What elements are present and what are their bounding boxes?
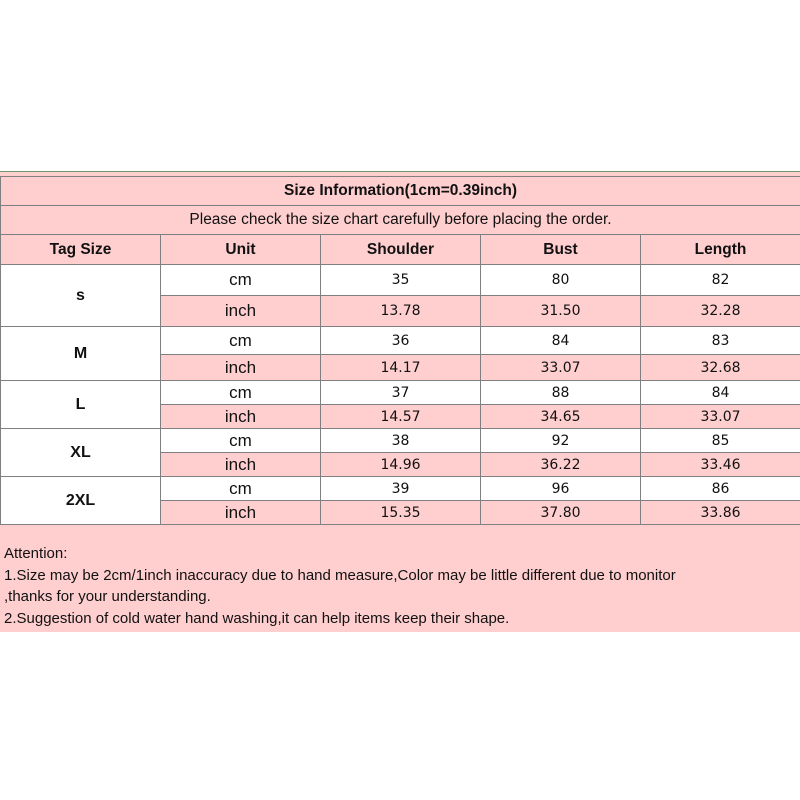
subtitle-row (1, 206, 800, 235)
length-value: 33.07 (641, 405, 800, 429)
bust-value: 80 (481, 265, 641, 296)
header-shoulder: Shoulder (321, 235, 481, 265)
size-label: M (1, 327, 161, 381)
bust-value: 31.50 (481, 296, 641, 327)
bust-value: 34.65 (481, 405, 641, 429)
table-subtitle: Please check the size chart carefully before placing the order. (1, 206, 800, 235)
notes-heading: Attention: (4, 545, 68, 562)
header-bust: Bust (481, 235, 641, 265)
unit-cell: inch (161, 296, 321, 327)
bust-value: 84 (481, 327, 641, 355)
length-value: 85 (641, 429, 800, 453)
length-value: 32.28 (641, 296, 800, 327)
table-row (1, 265, 800, 296)
shoulder-value: 14.96 (321, 453, 481, 477)
header-length: Length (641, 235, 800, 265)
size-label: s (1, 265, 161, 327)
unit-cell: cm (161, 327, 321, 355)
length-value: 33.46 (641, 453, 800, 477)
shoulder-value: 39 (321, 477, 481, 501)
note-line: ,thanks for your understanding. (4, 588, 211, 605)
shoulder-value: 14.57 (321, 405, 481, 429)
bust-value: 36.22 (481, 453, 641, 477)
length-value: 82 (641, 265, 800, 296)
size-label: 2XL (1, 477, 161, 525)
header-tag-size: Tag Size (1, 235, 161, 265)
length-value: 84 (641, 381, 800, 405)
shoulder-value: 36 (321, 327, 481, 355)
table-title: Size Information(1cm=0.39inch) (1, 177, 800, 206)
table-row (1, 381, 800, 405)
title-row (1, 177, 800, 206)
attention-notes (4, 543, 796, 629)
shoulder-value: 15.35 (321, 501, 481, 525)
unit-cell: inch (161, 453, 321, 477)
unit-cell: cm (161, 477, 321, 501)
bust-value: 33.07 (481, 355, 641, 381)
shoulder-value: 13.78 (321, 296, 481, 327)
bust-value: 96 (481, 477, 641, 501)
table-row (1, 429, 800, 453)
bust-value: 88 (481, 381, 641, 405)
length-value: 83 (641, 327, 800, 355)
unit-cell: inch (161, 501, 321, 525)
size-table (0, 176, 800, 525)
unit-cell: cm (161, 429, 321, 453)
header-row (1, 235, 800, 265)
bust-value: 37.80 (481, 501, 641, 525)
table-row (1, 327, 800, 355)
header-unit: Unit (161, 235, 321, 265)
unit-cell: cm (161, 265, 321, 296)
note-line: 1.Size may be 2cm/1inch inaccuracy due to hand measure,Color may be little different due to monitor (4, 566, 676, 584)
shoulder-value: 37 (321, 381, 481, 405)
unit-cell: cm (161, 381, 321, 405)
table-row (1, 477, 800, 501)
unit-cell: inch (161, 355, 321, 381)
length-value: 33.86 (641, 501, 800, 525)
shoulder-value: 14.17 (321, 355, 481, 381)
size-label: L (1, 381, 161, 429)
size-label: XL (1, 429, 161, 477)
length-value: 86 (641, 477, 800, 501)
shoulder-value: 38 (321, 429, 481, 453)
unit-cell: inch (161, 405, 321, 429)
bust-value: 92 (481, 429, 641, 453)
note-line: 2.Suggestion of cold water hand washing,it can help items keep their shape. (4, 609, 510, 627)
shoulder-value: 35 (321, 265, 481, 296)
length-value: 32.68 (641, 355, 800, 381)
